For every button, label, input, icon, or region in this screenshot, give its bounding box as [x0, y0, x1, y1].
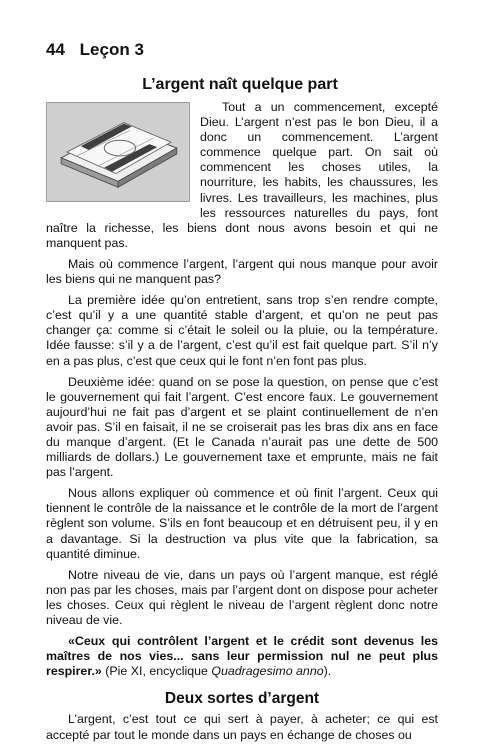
paragraph-2: Mais où commence l’argent, l’argent qui nous manque pour avoir les biens qui ne manquent pas? [46, 256, 438, 287]
paragraph-4: Deuxième idée: quand on se pose la question, on pense que c’est le gouvernement qui fait l’argent. C’est encore faux. Le gouvernement aujourd’hui ne fait pas d’argent et se plaint continuellement de n’en avoir pas. S’il en faisait, il ne se croiserait pas les bras dix ans en face du manque d’argent. (Et le Canada n’aurait pas une dette de 500 milliards de dollars.) Le gouvernement taxe et emprunte, mais ne fait pas l’argent. [46, 374, 438, 480]
section-title: Deux sortes d’argent [164, 690, 320, 708]
paragraph-1: Tout a un commencement, excepté Dieu. L’argent n’est pas le bon Dieu, il a donc un commencement. L’argent commence quelque part. On sait où commencent les choses utiles, la nourriture, les habits, les chaussures, les livres. Les travailleurs, les machines, plus les ressources naturelles du pays, font naître la richesse, les biens dont nous avons besoin et qui ne manquent pas. [46, 100, 438, 250]
quote-attribution-prefix: (Pie XI, encyclique [101, 664, 212, 679]
paragraph-3: La première idée qu’on entretient, sans trop s’en rendre compte, c’est qu’il y a une quantité stable d’argent, et qu’on ne peut pas changer ça: comme si c’était le soleil ou la pluie, ou la température. Idée fausse: s’il y a de l’argent, c’est qu’il est fait quelque part. S’il n’y en a pas plus, c’est que ceux qui le font n’en font pas plus. [46, 293, 438, 368]
page-number: 44 [46, 40, 65, 59]
quote-paragraph [46, 634, 438, 679]
article-title: L’argent naît quelque part [142, 76, 338, 93]
article-body [46, 100, 438, 749]
paragraph-5: Nous allons expliquer où commence et où finit l’argent. Ceux qui tiennent le contrôle de la naissance et le contrôle de la mort de l’argent règlent son volume. S’ils en font beaucoup et en détruisent peu, il y en a davantage. Si la destruction va plus vite que la fabrication, sa quantité diminue. [46, 486, 438, 561]
quote-text: «Ceux qui contrôlent l’argent et le crédit sont devenus les maîtres de nos vies... sans leur permission nul ne peut plus respirer.» [46, 634, 438, 679]
quote-attribution-suffix: ). [323, 664, 332, 679]
money-bundle-illustration-icon [46, 102, 190, 202]
lesson-label: Leçon 3 [79, 40, 144, 59]
section-paragraph: L’argent, c’est tout ce qui sert à payer, à acheter; ce qui est accepté par tout le monde dans un pays en échange de choses ou [46, 712, 438, 742]
money-bundle-drawing [47, 103, 189, 201]
quote-source: Quadragesimo anno [211, 664, 324, 679]
paragraph-6: Notre niveau de vie, dans un pays où l’argent manque, est réglé non pas par les choses, mais par l’argent dont on dispose pour acheter les choses. Ceux qui règlent le niveau de l’argent règlent donc notre niveau de vie. [46, 567, 438, 627]
page-header [46, 40, 144, 60]
